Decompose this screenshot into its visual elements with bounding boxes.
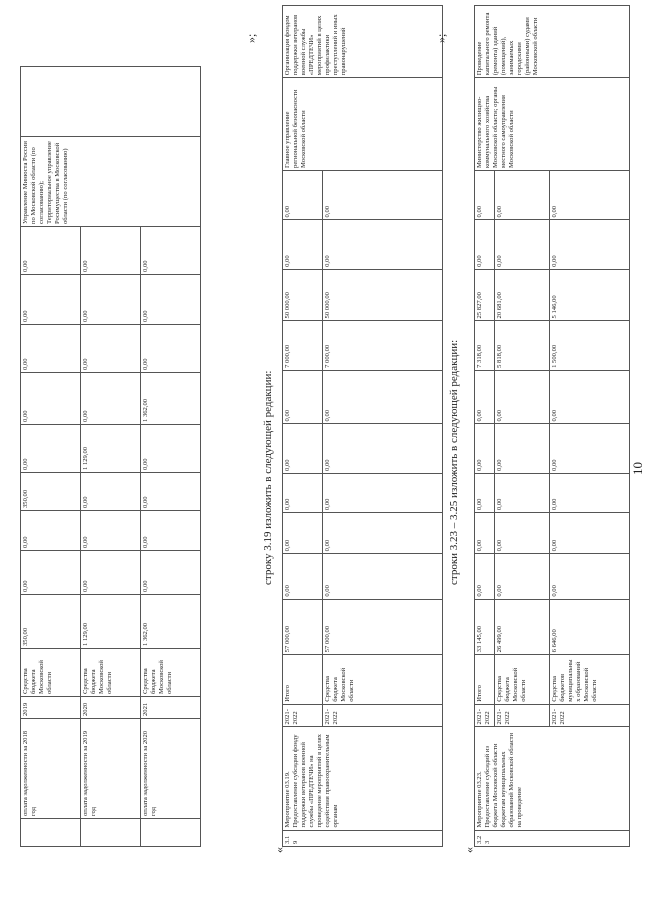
value-cell: 0,00: [81, 275, 141, 325]
years-cell: 2021-2022: [475, 704, 495, 727]
source-cell: Итого: [475, 655, 495, 704]
value-cell: 57 000,00: [323, 599, 443, 655]
row-number-cell: [81, 819, 141, 847]
value-cell: 57 000,00: [283, 599, 323, 655]
table-row: [21, 67, 81, 847]
value-cell: 26 499,00: [495, 599, 550, 655]
value-cell: 25 827,00: [475, 269, 495, 321]
value-cell: 0,00: [283, 554, 323, 599]
page-number: 10: [630, 462, 645, 475]
label-cell: оплата задолженности за 2020 год: [141, 719, 201, 819]
executor-cell: Главное управление региональной безопасности Московской области: [283, 78, 443, 171]
value-cell: 1 129,00: [81, 425, 141, 473]
value-cell: 0,00: [495, 170, 550, 219]
value-cell: 1 129,00: [81, 595, 141, 649]
value-cell: 33 145,00: [475, 599, 495, 655]
value-cell: 0,00: [323, 370, 443, 424]
value-cell: 20 681,00: [495, 269, 550, 321]
value-cell: 0,00: [495, 554, 550, 599]
value-cell: 0,00: [323, 170, 443, 219]
value-cell: 0,00: [475, 170, 495, 219]
measure-name-cell: Мероприятие 03.23. Предоставление субсидий из бюджета Московской области бюджетам муниципальных образований Московской области на проведение: [475, 727, 630, 830]
table-row: [475, 6, 495, 847]
value-cell: 0,00: [550, 170, 630, 219]
years-cell: 2021-2022: [550, 704, 630, 727]
value-cell: 50 000,00: [283, 269, 323, 321]
value-cell: 0,00: [475, 473, 495, 512]
value-cell: 0,00: [283, 424, 323, 473]
value-cell: 0,00: [141, 473, 201, 511]
label-cell: оплата задолженности за 2018 год: [21, 719, 81, 819]
year-cell: 2019: [21, 697, 81, 719]
value-cell: 0,00: [141, 511, 201, 551]
debt-table: [20, 66, 201, 847]
source-cell: Средства бюджета Московской области: [21, 649, 81, 697]
value-cell: 0,00: [550, 473, 630, 512]
value-cell: 0,00: [495, 424, 550, 473]
open-quote-2: «: [462, 847, 476, 853]
value-cell: 0,00: [21, 227, 81, 275]
value-cell: 0,00: [21, 511, 81, 551]
value-cell: 0,00: [81, 325, 141, 373]
value-cell: 0,00: [141, 425, 201, 473]
value-cell: 0,00: [323, 424, 443, 473]
value-cell: 0,00: [21, 373, 81, 425]
value-cell: 0,00: [550, 554, 630, 599]
source-cell: Итого: [283, 655, 323, 704]
close-quote-2: »;: [434, 33, 448, 43]
value-cell: 0,00: [21, 275, 81, 325]
value-cell: 0,00: [81, 511, 141, 551]
value-cell: 0,00: [81, 373, 141, 425]
value-cell: 0,00: [550, 513, 630, 554]
result-cell: Проведение капитального ремонта (ремонта) зданий (помещений), занимаемых городскими (районными) судами Московской области: [475, 6, 630, 78]
value-cell: 50 000,00: [323, 269, 443, 321]
source-cell: Средства бюджетов муниципальных образований Московской области: [550, 655, 630, 704]
open-quote: «: [272, 847, 286, 853]
close-quote: »;: [244, 33, 258, 43]
value-cell: 0,00: [323, 513, 443, 554]
value-cell: 0,00: [141, 325, 201, 373]
source-cell: Средства бюджета Московской области: [323, 655, 443, 704]
value-cell: 5 818,00: [495, 321, 550, 370]
value-cell: 5 146,00: [550, 269, 630, 321]
value-cell: 0,00: [495, 370, 550, 424]
value-cell: 0,00: [475, 220, 495, 269]
value-cell: 0,00: [81, 473, 141, 511]
value-cell: 0,00: [495, 513, 550, 554]
value-cell: 0,00: [550, 220, 630, 269]
value-cell: 0,00: [283, 370, 323, 424]
value-cell: 0,00: [283, 473, 323, 512]
value-cell: 0,00: [475, 554, 495, 599]
instruction-3-23: строки 3.23 – 3.25 изложить в следующей редакции:: [448, 339, 460, 585]
row-number-cell: 3.23: [475, 830, 630, 846]
result-cell: Организация фондом поддержки ветеранов военной службы «ПРЕДТЕЧИ» мероприятий в целях профилактики преступлений и иных правонарушений: [283, 6, 443, 78]
executor-cell: Управление Минюста России по Московской области (по согласованию); Территориальное управление Росимущества в Московской области (по согласованию): [21, 137, 201, 227]
value-cell: 0,00: [283, 513, 323, 554]
value-cell: 0,00: [323, 554, 443, 599]
result-cell: [21, 67, 201, 137]
row-number-cell: [21, 819, 81, 847]
source-cell: Средства бюджета Московской области: [81, 649, 141, 697]
row-3-19-table: [282, 5, 443, 847]
year-cell: 2020: [81, 697, 141, 719]
year-cell: 2021: [141, 697, 201, 719]
value-cell: 1 362,00: [141, 595, 201, 649]
value-cell: 7 318,00: [475, 321, 495, 370]
measure-name-cell: Мероприятие 03.19. Предоставление субсидии фонду поддержки ветеранов военной службы «ПРЕДТЕЧИ» на проведение мероприятий в целях содействия правоохранительным органам: [283, 727, 443, 830]
value-cell: 0,00: [21, 551, 81, 595]
value-cell: 350,00: [21, 473, 81, 511]
value-cell: 0,00: [475, 370, 495, 424]
table-row: [283, 6, 323, 847]
value-cell: 0,00: [323, 220, 443, 269]
value-cell: 1 362,00: [141, 373, 201, 425]
value-cell: 0,00: [81, 551, 141, 595]
value-cell: 0,00: [141, 275, 201, 325]
label-cell: оплата задолженности за 2019 год: [81, 719, 141, 819]
value-cell: 0,00: [323, 473, 443, 512]
value-cell: 0,00: [475, 513, 495, 554]
years-cell: 2021-2022: [323, 704, 443, 727]
value-cell: 0,00: [495, 220, 550, 269]
row-3-23-table: [474, 5, 630, 847]
value-cell: 0,00: [495, 473, 550, 512]
value-cell: 0,00: [550, 424, 630, 473]
instruction-3-19: строку 3.19 изложить в следующей редакции:: [262, 370, 274, 585]
value-cell: 6 646,00: [550, 599, 630, 655]
value-cell: 0,00: [21, 425, 81, 473]
value-cell: 0,00: [283, 220, 323, 269]
value-cell: 0,00: [475, 424, 495, 473]
value-cell: 0,00: [81, 227, 141, 275]
value-cell: 0,00: [283, 170, 323, 219]
executor-cell: Министерство жилищно-коммунального хозяйства Московской области; органы местного самоуправления Московской области: [475, 78, 630, 171]
row-number-cell: 3.19: [283, 830, 443, 846]
value-cell: 0,00: [21, 325, 81, 373]
value-cell: 7 000,00: [283, 321, 323, 370]
years-cell: 2021-2022: [283, 704, 323, 727]
value-cell: 1 500,00: [550, 321, 630, 370]
years-cell: 2021-2022: [495, 704, 550, 727]
source-cell: Средства бюджета Московской области: [141, 649, 201, 697]
source-cell: Средства бюджета Московской области: [495, 655, 550, 704]
row-number-cell: [141, 819, 201, 847]
value-cell: 0,00: [550, 370, 630, 424]
value-cell: 0,00: [141, 227, 201, 275]
value-cell: 0,00: [141, 551, 201, 595]
value-cell: 350,00: [21, 595, 81, 649]
value-cell: 7 000,00: [323, 321, 443, 370]
